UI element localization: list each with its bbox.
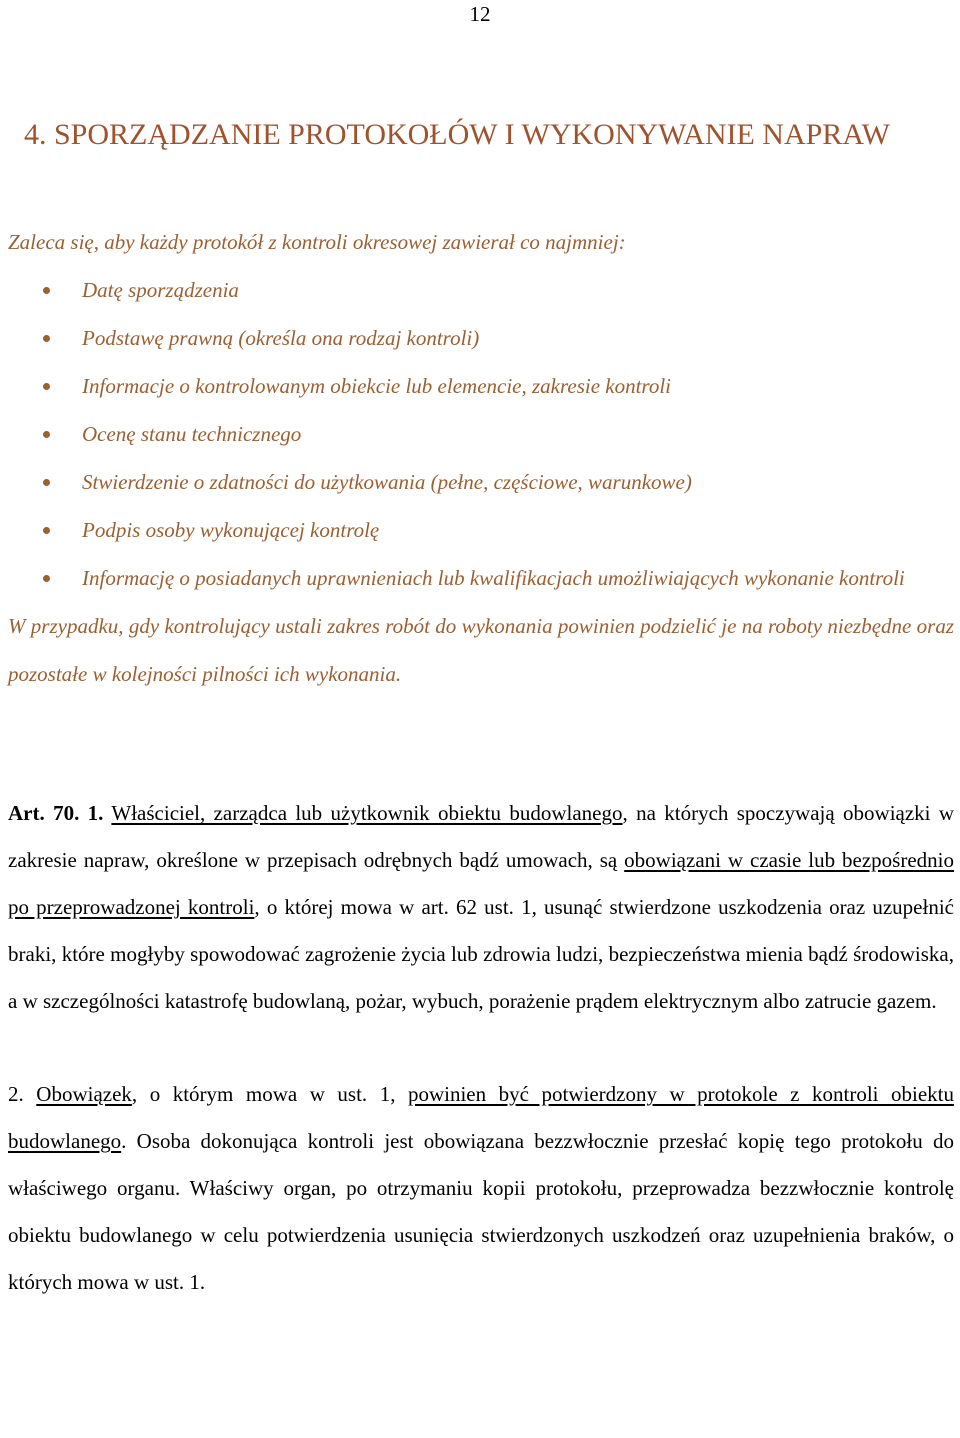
list-item: Stwierdzenie o zdatności do użytkowania (pełne, częściowe, warunkowe) [8,458,954,506]
bullet-icon [43,287,50,294]
bullet-icon [43,431,50,438]
bullet-icon [43,335,50,342]
paragraph-gap [8,1025,954,1071]
article-highlight: Właściciel, zarządca lub użytkownik obiektu budowlanego [111,801,623,825]
article-70 [8,790,954,1306]
closing-text: W przypadku, gdy kontrolujący ustali zakres robót do wykonania powinien podzielić je na roboty niezbędne oraz pozostałe w kolejności pilności ich wykonania. [8,614,954,686]
bullet-list [8,266,954,602]
list-item: Informację o posiadanych uprawnieniach lub kwalifikacjach umożliwiających wykonanie kontroli [8,554,954,602]
intro-text: Zaleca się, aby każdy protokół z kontroli okresowej zawierał co najmniej: [8,230,626,254]
article-highlight: Obowiązek [36,1082,132,1106]
list-item: Informacje o kontrolowanym obiekcie lub elemencie, zakresie kontroli [8,362,954,410]
paragraph-number: 2. [8,1082,37,1106]
recommendations-block [8,218,954,698]
article-highlight: powinien być potwierdzony w protokole z kontroli obiektu budowlanego [8,1082,955,1153]
page-number: 12 [469,2,491,26]
bullet-icon [43,527,50,534]
article-label: Art. 70. 1. [8,801,104,825]
list-item: Datę sporządzenia [8,266,954,314]
article-paragraph-1: Art. 70. 1. Właściciel, zarządca lub użytkownik obiektu budowlanego, na których spoczywają obowiązki w zakresie napraw, określone w przepisach odrębnych bądź umowach, są obowiązani w czasie lub bezpośrednio po przeprowadzonej kontroli, o której mowa w art. 62 ust. 1, usunąć stwierdzone uszkodzenia oraz uzupełnić braki, które mogłyby spowodować zagrożenie życia lub zdrowia ludzi, bezpieczeństwa mienia bądź środowiska, a w szczególności katastrofę budowlaną, pożar, wybuch, porażenie prądem elektrycznym albo zatrucie gazem. [8,801,955,1013]
bullet-icon [43,383,50,390]
section-heading: 4. SPORZĄDZANIE PROTOKOŁÓW I WYKONYWANIE NAPRAW [24,118,890,151]
article-paragraph-2: 2. Obowiązek, o którym mowa w ust. 1, powinien być potwierdzony w protokole z kontroli obiektu budowlanego. Osoba dokonująca kontroli jest obowiązana bezzwłocznie przesłać kopię tego protokołu do właściwego organu. Właściwy organ, po otrzymaniu kopii protokołu, przeprowadza bezzwłocznie kontrolę obiektu budowlanego w celu potwierdzenia usunięcia stwierdzonych uszkodzeń oraz uzupełnienia braków, o których mowa w ust. 1. [8,1082,955,1294]
bullet-icon [43,575,50,582]
list-item: Podstawę prawną (określa ona rodzaj kontroli) [8,314,954,362]
list-item: Ocenę stanu technicznego [8,410,954,458]
article-highlight: obowiązani w czasie lub bezpośrednio po przeprowadzonej kontroli [8,848,954,919]
list-item: Podpis osoby wykonującej kontrolę [8,506,954,554]
bullet-icon [43,479,50,486]
